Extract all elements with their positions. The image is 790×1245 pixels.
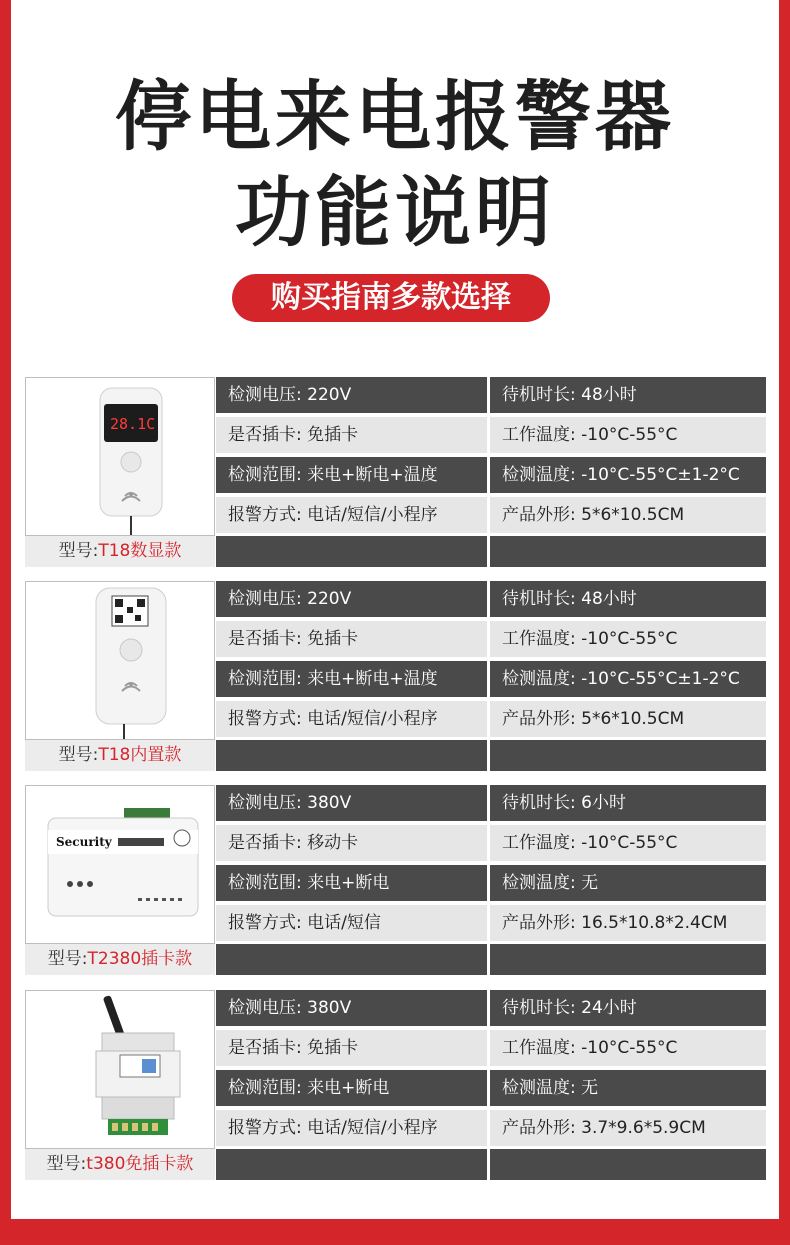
spec-alarm: 报警方式: 电话/短信/小程序 (216, 497, 487, 533)
spec-range: 检测范围: 来电+断电+温度 (216, 457, 487, 493)
spec-work-temp: 工作温度: -10°C-55°C (490, 417, 766, 453)
spec-detect-temp: 检测温度: -10°C-55°C±1-2°C (490, 661, 766, 697)
model-label: 型号:T18内置款 (25, 740, 215, 771)
din-rail-module-icon (26, 991, 214, 1148)
spec-alarm: 报警方式: 电话/短信/小程序 (216, 1110, 487, 1146)
product-card-t18-display (25, 377, 766, 570)
spec-size: 产品外形: 16.5*10.8*2.4CM (490, 905, 766, 941)
product-card-t18-builtin (25, 581, 766, 774)
spec-detect-temp: 检测温度: 无 (490, 1070, 766, 1106)
display-reading: 28.1C (110, 415, 156, 433)
spec-empty-cell (216, 740, 487, 771)
spec-card: 是否插卡: 免插卡 (216, 417, 487, 453)
spec-voltage: 检测电压: 380V (216, 990, 487, 1026)
spec-work-temp: 工作温度: -10°C-55°C (490, 1030, 766, 1066)
security-panel-icon (26, 786, 214, 943)
spec-size: 产品外形: 5*6*10.5CM (490, 497, 766, 533)
model-label: 型号:T18数显款 (25, 536, 215, 567)
model-name: T18内置款 (98, 745, 182, 765)
spec-range: 检测范围: 来电+断电 (216, 865, 487, 901)
spec-voltage: 检测电压: 380V (216, 785, 487, 821)
spec-detect-temp: 检测温度: 无 (490, 865, 766, 901)
spec-voltage: 检测电压: 220V (216, 377, 487, 413)
spec-standby: 待机时长: 24小时 (490, 990, 766, 1026)
spec-detect-temp: 检测温度: -10°C-55°C±1-2°C (490, 457, 766, 493)
spec-empty-cell (490, 944, 766, 975)
spec-work-temp: 工作温度: -10°C-55°C (490, 621, 766, 657)
spec-work-temp: 工作温度: -10°C-55°C (490, 825, 766, 861)
product-image (25, 785, 215, 944)
spec-card: 是否插卡: 移动卡 (216, 825, 487, 861)
spec-alarm: 报警方式: 电话/短信 (216, 905, 487, 941)
spec-empty-cell (216, 1149, 487, 1180)
spec-size: 产品外形: 5*6*10.5CM (490, 701, 766, 737)
model-name: T18数显款 (98, 541, 182, 561)
device-brand-text: Security (56, 835, 112, 849)
page-title-line2: 功能说明 (235, 168, 555, 257)
spec-alarm: 报警方式: 电话/短信/小程序 (216, 701, 487, 737)
spec-empty-cell (490, 740, 766, 771)
page-title-line1: 停电来电报警器 (115, 72, 675, 161)
spec-empty-cell (490, 536, 766, 567)
spec-size: 产品外形: 3.7*9.6*5.9CM (490, 1110, 766, 1146)
model-name: T2380插卡款 (87, 949, 193, 969)
spec-standby: 待机时长: 6小时 (490, 785, 766, 821)
spec-card: 是否插卡: 免插卡 (216, 1030, 487, 1066)
spec-standby: 待机时长: 48小时 (490, 377, 766, 413)
spec-empty-cell (490, 1149, 766, 1180)
plug-device-qr-icon (26, 582, 214, 739)
buying-guide-badge: 购买指南多款选择 (232, 274, 550, 322)
spec-range: 检测范围: 来电+断电 (216, 1070, 487, 1106)
spec-voltage: 检测电压: 220V (216, 581, 487, 617)
plug-device-display-icon (26, 378, 214, 535)
product-image (25, 377, 215, 536)
product-card-t2380 (25, 785, 766, 978)
red-frame-bottom (0, 1219, 790, 1245)
model-label: 型号:t380免插卡款 (25, 1149, 215, 1180)
spec-card: 是否插卡: 免插卡 (216, 621, 487, 657)
spec-empty-cell (216, 536, 487, 567)
product-image (25, 990, 215, 1149)
product-image (25, 581, 215, 740)
model-name: t380免插卡款 (86, 1154, 194, 1174)
product-card-t380 (25, 990, 766, 1183)
spec-empty-cell (216, 944, 487, 975)
model-label: 型号:T2380插卡款 (25, 944, 215, 975)
spec-standby: 待机时长: 48小时 (490, 581, 766, 617)
spec-range: 检测范围: 来电+断电+温度 (216, 661, 487, 697)
